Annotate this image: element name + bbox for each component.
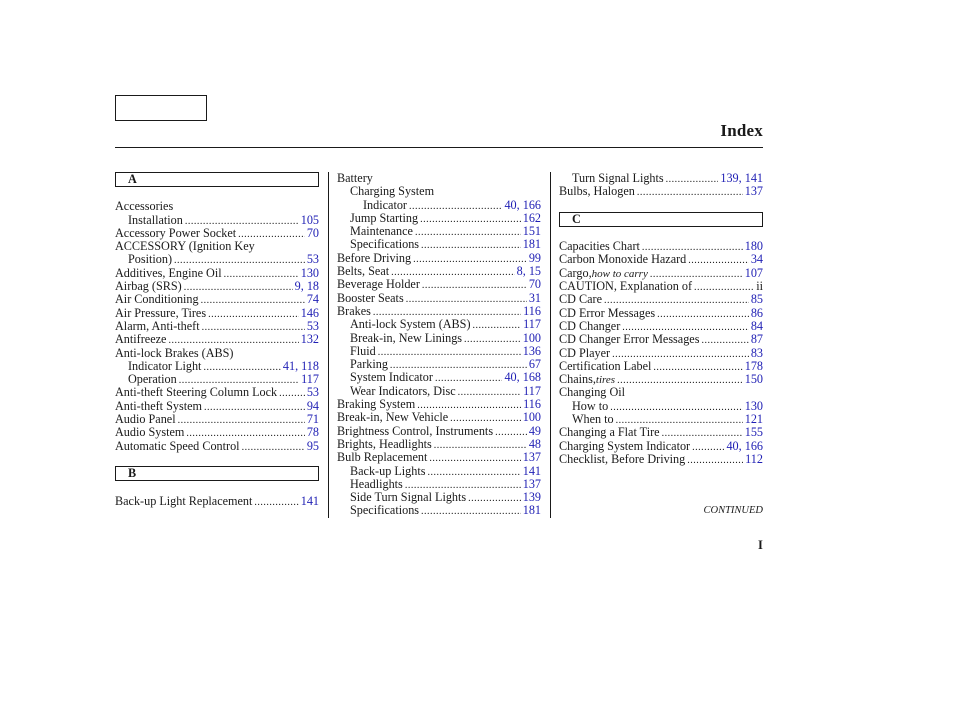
page-link[interactable]: 100: [522, 330, 541, 345]
page-link[interactable]: 139, 141: [720, 171, 763, 185]
page-link[interactable]: 117: [301, 372, 319, 387]
entry-label: CAUTION, Explanation of: [559, 279, 693, 294]
entry-label: Certification Label: [559, 358, 652, 373]
index-heading: [115, 347, 319, 360]
entry-label-italic: how to carry: [591, 267, 648, 280]
index-entry[interactable]: [559, 453, 763, 466]
entry-label: Air Conditioning: [115, 292, 199, 307]
dot-leader: [208, 307, 299, 321]
page-link[interactable]: 31: [528, 290, 541, 305]
page-link[interactable]: 53: [306, 252, 319, 267]
page-link[interactable]: 49: [528, 423, 541, 438]
index-entry[interactable]: [337, 371, 541, 384]
entry-label: Back-up Light Replacement: [115, 493, 253, 508]
dot-leader: [201, 293, 305, 307]
entry-label: Position): [128, 252, 173, 267]
entry-label: Battery: [337, 171, 373, 185]
index-entry[interactable]: [559, 347, 763, 360]
index-entry[interactable]: [559, 172, 763, 185]
page-link[interactable]: 74: [306, 292, 319, 307]
index-entry[interactable]: [337, 504, 541, 517]
index-heading: [115, 240, 319, 253]
index-entry[interactable]: [337, 199, 541, 212]
entry-label: Braking System: [337, 397, 416, 412]
index-entry[interactable]: [337, 491, 541, 504]
index-entry[interactable]: [337, 278, 541, 291]
dot-leader: [657, 307, 749, 321]
entry-label: Bulb Replacement: [337, 450, 428, 465]
index-entry[interactable]: [115, 293, 319, 306]
index-entry[interactable]: [559, 320, 763, 333]
entry-label: CD Error Messages: [559, 305, 656, 320]
index-entry[interactable]: [337, 438, 541, 451]
index-entry[interactable]: [115, 386, 319, 399]
page-link[interactable]: 141: [300, 493, 319, 508]
page-link[interactable]: 70: [306, 225, 319, 240]
entry-label: CD Changer Error Messages: [559, 332, 700, 347]
dot-leader: [653, 360, 742, 374]
page-link[interactable]: 85: [750, 292, 763, 307]
index-heading: [115, 200, 319, 213]
page-link[interactable]: 139: [522, 490, 541, 505]
index-entry[interactable]: [559, 426, 763, 439]
index-entry[interactable]: [559, 267, 763, 280]
page-link[interactable]: 8, 15: [516, 264, 541, 279]
index-entry[interactable]: [115, 373, 319, 386]
entry-label: Headlights: [350, 476, 403, 491]
dot-leader: [413, 252, 527, 266]
entry-label: Operation: [128, 372, 177, 387]
dot-leader: [429, 451, 520, 465]
spacer: [115, 187, 319, 200]
page-link[interactable]: 86: [750, 305, 763, 320]
entry-label: Automatic Speed Control: [115, 438, 240, 453]
dot-leader: [701, 333, 748, 347]
entry-label: ACCESSORY (Ignition Key: [115, 239, 255, 254]
index-entry[interactable]: [559, 360, 763, 373]
page-link[interactable]: 105: [300, 212, 319, 227]
index-entry[interactable]: [337, 345, 541, 358]
entry-label: Capacities Chart: [559, 239, 640, 254]
index-entry[interactable]: [559, 400, 763, 413]
entry-label: Brights, Headlights: [337, 436, 432, 451]
dot-leader: [666, 172, 719, 186]
page-link[interactable]: 41, 118: [282, 358, 319, 373]
index-entry[interactable]: [559, 307, 763, 320]
dot-leader: [422, 278, 527, 292]
entry-label: When to: [572, 412, 614, 427]
index-entry[interactable]: [337, 358, 541, 371]
index-entry[interactable]: [115, 253, 319, 266]
page-link[interactable]: 9, 18: [294, 279, 319, 294]
page-link[interactable]: 83: [750, 345, 763, 360]
index-entry[interactable]: [559, 413, 763, 426]
dot-leader: [473, 318, 522, 332]
page-link[interactable]: 181: [522, 503, 541, 518]
entry-label: Cargo,: [559, 265, 592, 280]
section-header: B: [115, 466, 319, 481]
page-link[interactable]: 121: [744, 412, 763, 427]
page-link[interactable]: 150: [744, 372, 763, 387]
page-link[interactable]: 94: [306, 398, 319, 413]
dot-leader: [224, 267, 299, 281]
entry-label: Fluid: [350, 343, 376, 358]
dot-leader: [495, 425, 527, 439]
index-entry[interactable]: [337, 225, 541, 238]
page-link[interactable]: 78: [306, 425, 319, 440]
dot-leader: [637, 185, 743, 199]
page-link[interactable]: 137: [522, 476, 541, 491]
entry-label: Break-in, New Linings: [350, 330, 463, 345]
index-column-3: [559, 172, 763, 466]
page-link[interactable]: 95: [306, 438, 319, 453]
index-entry[interactable]: [337, 451, 541, 464]
index-entry[interactable]: [115, 400, 319, 413]
index-entry[interactable]: [115, 307, 319, 320]
page-link[interactable]: 137: [744, 184, 763, 199]
page-number: I: [758, 538, 763, 552]
spacer: [559, 227, 763, 240]
entry-label: Audio System: [115, 425, 185, 440]
page-link[interactable]: 117: [523, 317, 541, 332]
page-link[interactable]: 130: [744, 398, 763, 413]
entry-label: Chains,: [559, 372, 596, 387]
page-link[interactable]: 40, 168: [504, 370, 541, 385]
entry-label: Airbag (SRS): [115, 279, 182, 294]
dot-leader: [692, 440, 724, 454]
entry-label: Checklist, Before Driving: [559, 451, 686, 466]
dot-leader: [434, 438, 527, 452]
entry-label: Charging System Indicator: [559, 438, 691, 453]
dot-leader: [409, 199, 502, 213]
page-link[interactable]: 71: [306, 412, 319, 427]
index-entry[interactable]: [115, 320, 319, 333]
dot-leader: [688, 253, 749, 267]
dot-leader: [420, 212, 521, 226]
index-entry[interactable]: [115, 227, 319, 240]
page-title: Index: [720, 121, 763, 140]
index-entry[interactable]: [337, 385, 541, 398]
index-entry[interactable]: [337, 465, 541, 478]
index-entry[interactable]: [115, 495, 319, 508]
index-entry[interactable]: [559, 280, 763, 293]
entry-label: Carbon Monoxide Hazard: [559, 252, 687, 267]
dot-leader: [687, 453, 743, 467]
dot-leader: [184, 280, 293, 294]
entry-label: Anti-theft System: [115, 398, 202, 413]
page-link[interactable]: 53: [306, 385, 319, 400]
index-column-1: [115, 172, 319, 508]
spacer: [115, 481, 319, 494]
dot-leader: [610, 400, 742, 414]
index-entry[interactable]: [115, 413, 319, 426]
entry-label: Booster Seats: [337, 290, 404, 305]
page-link[interactable]: 107: [744, 265, 763, 280]
dot-leader: [203, 360, 280, 374]
index-entry[interactable]: [337, 318, 541, 331]
entry-label: Antifreeze: [115, 332, 167, 347]
entry-label: Brakes: [337, 303, 371, 318]
dot-leader: [421, 238, 521, 252]
index-entry[interactable]: [337, 252, 541, 265]
page-link[interactable]: 67: [528, 357, 541, 372]
index-entry[interactable]: [337, 411, 541, 424]
entry-label: Additives, Engine Oil: [115, 265, 222, 280]
page-link[interactable]: 34: [750, 252, 763, 267]
page-link[interactable]: 40, 166: [726, 438, 763, 453]
column-divider: [550, 172, 551, 518]
index-entry[interactable]: [337, 398, 541, 411]
entry-label: CD Changer: [559, 318, 621, 333]
continued-note: CONTINUED: [703, 505, 763, 516]
entry-label: Accessories: [115, 199, 174, 214]
page-link[interactable]: 132: [300, 332, 319, 347]
dot-leader: [617, 373, 743, 387]
index-entry[interactable]: [337, 305, 541, 318]
entry-label: Indicator: [363, 197, 407, 212]
dot-leader: [242, 440, 305, 454]
entry-label: Changing Oil: [559, 385, 626, 400]
page-link[interactable]: 48: [528, 436, 541, 451]
entry-label: Specifications: [350, 237, 420, 252]
index-entry[interactable]: [559, 293, 763, 306]
entry-label: How to: [572, 398, 609, 413]
page-link[interactable]: 112: [745, 451, 763, 466]
entry-label: Break-in, New Vehicle: [337, 410, 449, 425]
page-link[interactable]: 151: [522, 224, 541, 239]
index-entry[interactable]: [559, 440, 763, 453]
index-entry[interactable]: [115, 214, 319, 227]
entry-label: Back-up Lights: [350, 463, 426, 478]
index-entry[interactable]: [337, 478, 541, 491]
page-link[interactable]: 116: [523, 303, 541, 318]
entry-label: CD Player: [559, 345, 611, 360]
entry-label: Parking: [350, 357, 388, 372]
entry-label: Turn Signal Lights: [572, 171, 664, 185]
dot-leader: [468, 491, 521, 505]
section-header: A: [115, 172, 319, 187]
index-column-2: [337, 172, 541, 518]
dot-leader: [427, 465, 520, 479]
index-entry[interactable]: [115, 267, 319, 280]
page-link[interactable]: 155: [744, 425, 763, 440]
index-entry[interactable]: [337, 332, 541, 345]
page-link[interactable]: 178: [744, 358, 763, 373]
dot-leader: [421, 504, 521, 518]
entry-label: Anti-lock Brakes (ABS): [115, 345, 234, 360]
page-link[interactable]: 84: [750, 318, 763, 333]
entry-label: Before Driving: [337, 250, 412, 265]
entry-label: Beverage Holder: [337, 277, 420, 292]
entry-label: Bulbs, Halogen: [559, 184, 635, 199]
entry-label: Maintenance: [350, 224, 413, 239]
entry-label: Belts, Seat: [337, 264, 390, 279]
spacer: [559, 199, 763, 212]
page-link[interactable]: 136: [522, 343, 541, 358]
page-link[interactable]: 180: [744, 239, 763, 254]
page-link[interactable]: 87: [750, 332, 763, 347]
dot-leader: [279, 386, 305, 400]
index-entry[interactable]: [559, 240, 763, 253]
page-link[interactable]: 70: [528, 277, 541, 292]
dot-leader: [254, 495, 298, 509]
page-link: ii: [756, 279, 763, 294]
page-link[interactable]: 116: [523, 397, 541, 412]
dot-leader: [415, 225, 521, 239]
index-entry[interactable]: [559, 253, 763, 266]
index-entry[interactable]: [115, 440, 319, 453]
section-header: C: [559, 212, 763, 227]
entry-label: Wear Indicators, Disc: [350, 383, 456, 398]
header-rule: [115, 147, 763, 148]
entry-label: Alarm, Anti-theft: [115, 318, 200, 333]
entry-label: Anti-lock System (ABS): [350, 317, 471, 332]
dot-leader: [378, 345, 521, 359]
dot-leader: [204, 400, 305, 414]
entry-label: Brightness Control, Instruments: [337, 423, 494, 438]
entry-label: Side Turn Signal Lights: [350, 490, 467, 505]
page-link[interactable]: 146: [300, 305, 319, 320]
index-entry[interactable]: [337, 425, 541, 438]
header-tab-box: [115, 95, 207, 121]
index-entry[interactable]: [115, 360, 319, 373]
entry-label-italic: tires: [595, 374, 616, 387]
entry-label: Anti-theft Steering Column Lock: [115, 385, 278, 400]
dot-leader: [178, 413, 305, 427]
entry-label: System Indicator: [350, 370, 433, 385]
entry-label: Indicator Light: [128, 358, 202, 373]
entry-label: Accessory Power Socket: [115, 225, 237, 240]
index-entry[interactable]: [337, 212, 541, 225]
dot-leader: [458, 385, 522, 399]
index-entry[interactable]: [337, 238, 541, 251]
dot-leader: [694, 280, 754, 294]
entry-label: Jump Starting: [350, 210, 419, 225]
column-divider: [328, 172, 329, 518]
entry-label: Installation: [128, 212, 183, 227]
dot-leader: [464, 332, 521, 346]
index-entry[interactable]: [337, 292, 541, 305]
page-link[interactable]: 141: [522, 463, 541, 478]
index-entry[interactable]: [115, 333, 319, 346]
index-entry[interactable]: [115, 280, 319, 293]
index-entry[interactable]: [559, 373, 763, 386]
entry-label: Specifications: [350, 503, 420, 518]
page-link[interactable]: 162: [522, 210, 541, 225]
entry-label: Charging System: [350, 184, 435, 199]
spacer: [115, 453, 319, 466]
index-heading: [559, 386, 763, 399]
entry-label: Audio Panel: [115, 412, 176, 427]
index-heading: [337, 172, 541, 185]
index-entry[interactable]: [559, 185, 763, 198]
page-link[interactable]: 53: [306, 318, 319, 333]
page-link[interactable]: 117: [523, 383, 541, 398]
page-link[interactable]: 99: [528, 250, 541, 265]
entry-label: Air Pressure, Tires: [115, 305, 207, 320]
index-entry[interactable]: [115, 426, 319, 439]
index-heading: [337, 185, 541, 198]
page-link[interactable]: 100: [522, 410, 541, 425]
entry-label: Changing a Flat Tire: [559, 425, 660, 440]
page-link[interactable]: 181: [522, 237, 541, 252]
index-entry[interactable]: [559, 333, 763, 346]
dot-leader: [406, 292, 527, 306]
page-link[interactable]: 137: [522, 450, 541, 465]
entry-label: CD Care: [559, 292, 602, 307]
page-link[interactable]: 130: [300, 265, 319, 280]
index-entry[interactable]: [337, 265, 541, 278]
dot-leader: [202, 320, 305, 334]
page-link[interactable]: 40, 166: [504, 197, 541, 212]
